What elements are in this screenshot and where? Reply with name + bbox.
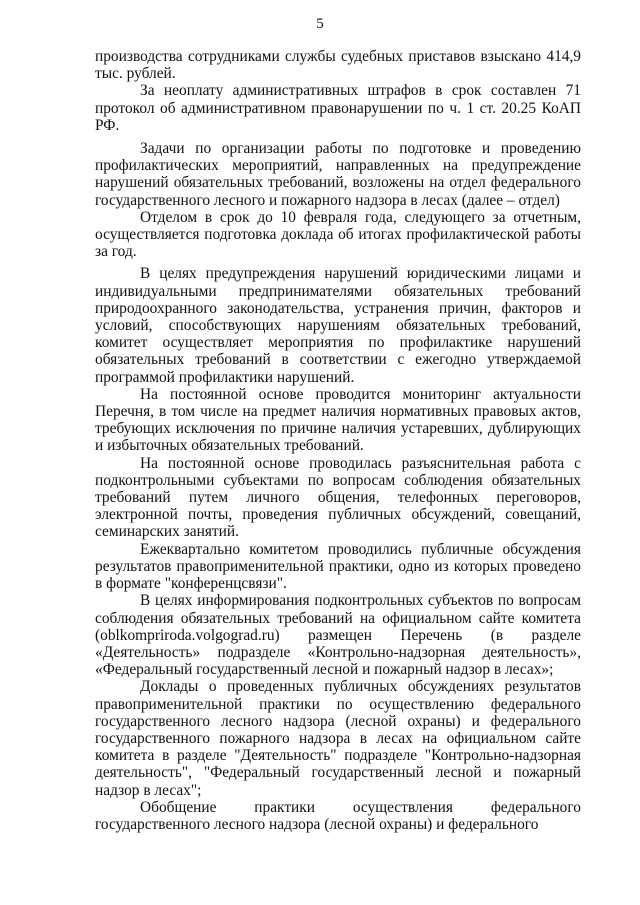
paragraph: На постоянной основе проводится мониторинг актуальности Перечня, в том числе на предмет наличия нормативных правовых актов, требующих исключения по причине наличия устаревших, дублирующих и избыточных обязательных требований. bbox=[95, 385, 581, 455]
paragraph: Задачи по организации работы по подготовке и проведению профилактических мероприятий, направленных на предупреждение нарушений обязательных требований, возложены на отдел федерального государственного лесного и пожарного надзора в лесах (далее – отдел) bbox=[95, 140, 581, 209]
paragraph: На постоянной основе проводилась разъяснительная работа с подконтрольными субъектами по вопросам соблюдения обязательных требований путем личного общения, телефонных переговоров, электронной почты, проведения публичных обсуждений, совещаний, семинарских занятий. bbox=[95, 454, 581, 541]
paragraph: Обобщение практики осуществления федерального государственного лесного надзора (лесной охраны) и федерального bbox=[95, 798, 581, 833]
paragraph: В целях информирования подконтрольных субъектов по вопросам соблюдения обязательных требований на официальном сайте комитета (oblkompriroda.volgograd.ru) размещен Перечень (в разделе «Деятельность» подразделе «Контрольно-надзорная деятельность», «Федеральный государственный лесной и пожарный надзор в лесах»; bbox=[95, 592, 581, 679]
page-number: 5 bbox=[316, 16, 324, 32]
paragraph: В целях предупреждения нарушений юридическими лицами и индивидуальными предпринимателями обязательных требований природоохранного законодательства, устранения причин, факторов и условий, способствующих нарушениям обязательных требований, комитет осуществляет мероприятия по профилактике нарушений обязательных требований в соответствии с ежегодно утверждаемой программой профилактики нарушений. bbox=[95, 265, 581, 386]
paragraph: производства сотрудниками службы судебных приставов взыскано 414,9 тыс. рублей. bbox=[95, 48, 581, 83]
paragraph: Доклады о проведенных публичных обсуждениях результатов правоприменительной практики по осуществлению федерального государственного лесного надзора (лесной охраны) и федерального государственного пожарного надзора в лесах на официальном сайте комитета в разделе "Деятельность" подразделе "Контрольно-надзорная деятельность", "Федеральный государственный лесной и пожарный надзор в лесах"; bbox=[95, 678, 581, 799]
document-body bbox=[95, 48, 581, 833]
paragraph: Ежеквартально комитетом проводились публичные обсуждения результатов правоприменительной практики, одно из которых проведено в формате "конференцсвязи". bbox=[95, 540, 581, 593]
paragraph: За неоплату административных штрафов в срок составлен 71 протокол об административном правонарушении по ч. 1 ст. 20.25 КоАП РФ. bbox=[95, 82, 581, 134]
paragraph: Отделом в срок до 10 февраля года, следующего за отчетным, осуществляется подготовка доклада об итогах профилактической работы за год. bbox=[95, 208, 581, 261]
